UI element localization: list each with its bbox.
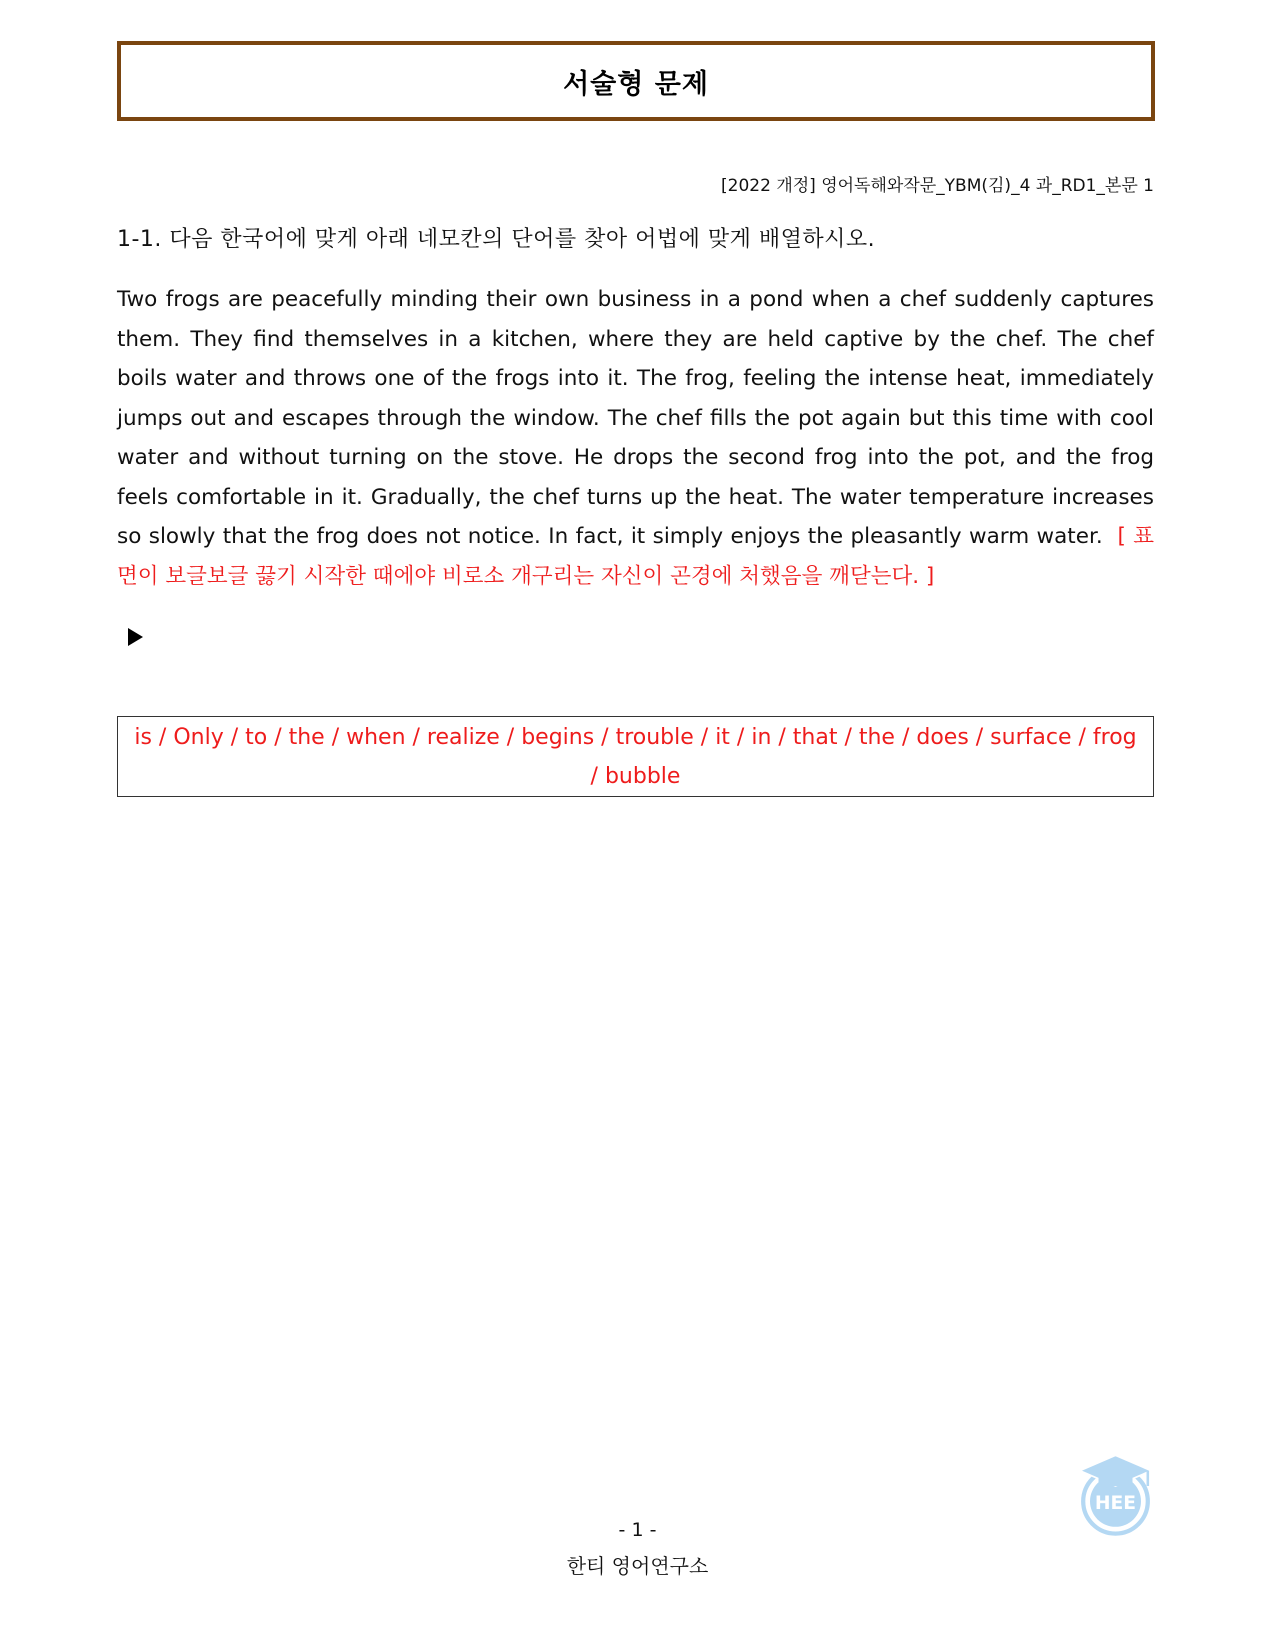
passage [117,280,1154,596]
page-number: - 1 - [618,1519,657,1541]
source-label: [2022 개정] 영어독해와작문_YBM(김)_4 과_RD1_본문 1 [721,176,1154,196]
word-list: is / Only / to / the / when / realize / begins / trouble / it / in / that / the / does / surface / frog / bubble [134,724,1137,789]
word-box [117,716,1154,797]
title-box [117,41,1155,121]
institute-name: 한티 영어연구소 [566,1554,709,1578]
korean-hint: [ 표면이 보글보글 끓기 시작한 때에야 비로소 개구리는 자신이 곤경에 처했음을 깨닫는다. ] [117,524,1154,589]
question-instruction: 1-1. 다음 한국어에 맞게 아래 네모칸의 단어를 찾아 어법에 맞게 배열하시오. [117,227,876,252]
answer-arrow-icon [128,628,143,646]
passage-text: Two frogs are peacefully minding their own business in a pond when a chef suddenly captures them. They find themselves in a kitchen, where they are held captive by the chef. The chef boils water and throws one of the frogs into it. The frog, feeling the intense heat, immediately jumps out and escapes through the window. The chef fills the pot again but this time with cool water and without turning on the stove. He drops the second frog into the pot, and the frog feels comfortable in it. Gradually, the chef turns up the heat. The water temperature increases so slowly that the frog does not notice. In fact, it simply enjoys the pleasantly warm water. [117,287,1154,549]
page-title: 서술형 문제 [563,68,709,100]
graduation-cap-logo-icon [1073,1452,1158,1537]
logo-text: HEE [1094,1492,1137,1514]
